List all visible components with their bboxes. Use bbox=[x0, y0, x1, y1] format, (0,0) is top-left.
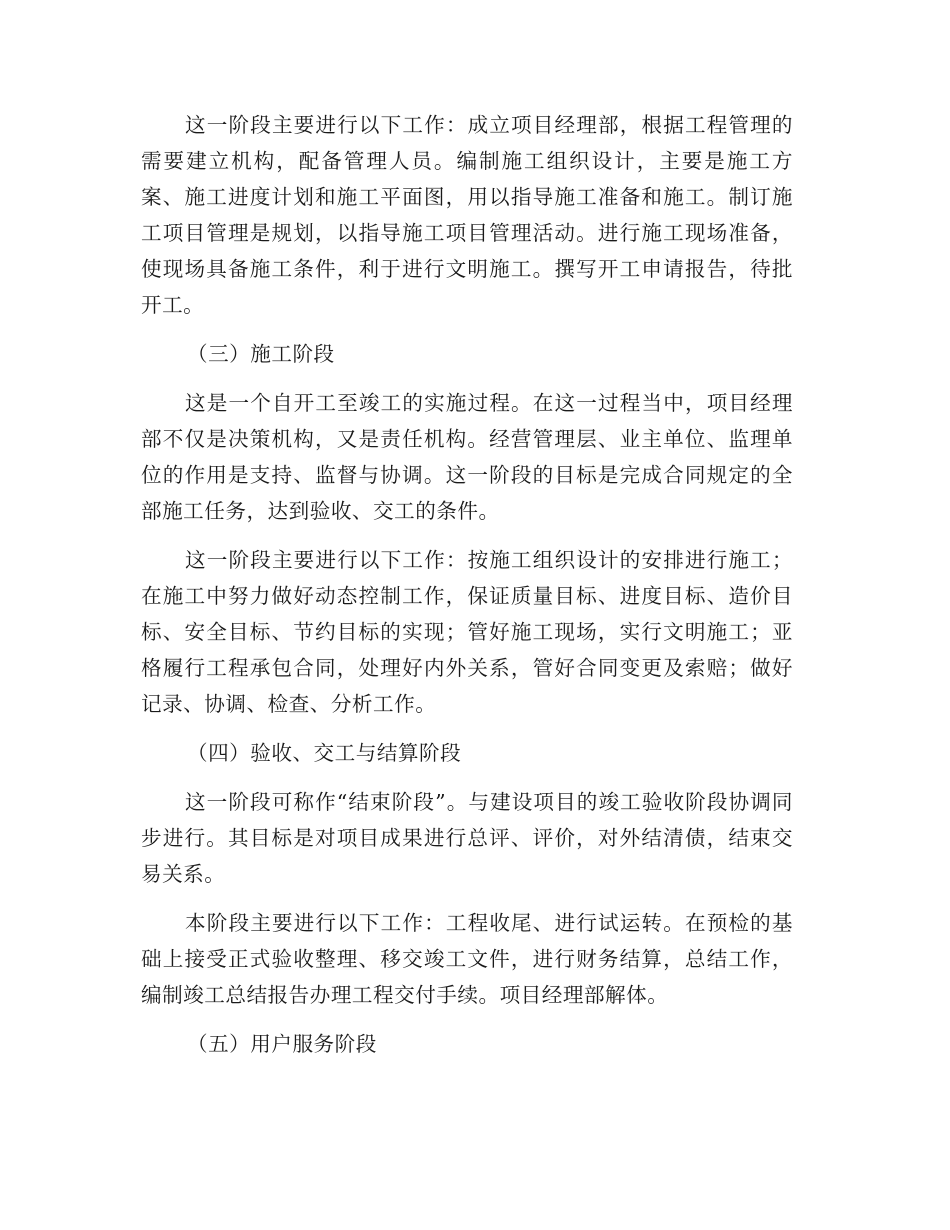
paragraph-construction-work: 这一阶段主要进行以下工作：按施工组织设计的安排进行施工；在施工中努力做好动态控制工作，保证质量目标、进度目标、造价目标、安全目标、节约目标的实现；管好施工现场，实行文明施工；亚格履行工程承包合同，处理好内外关系，管好合同变更及索赔；做好记录、协调、检查、分析工作。 bbox=[141, 548, 793, 716]
paragraph-construction-process: 这是一个自开工至竣工的实施过程。在这一过程当中，项目经理部不仅是决策机构，又是责任机构。经营管理层、业主单位、监理单位的作用是支持、监督与协调。这一阶段的目标是完成合同规定的全部施工任务，达到验收、交工的条件。 bbox=[141, 391, 793, 523]
heading-acceptance-phase: （四）验收、交工与结算阶段 bbox=[187, 741, 462, 765]
paragraph-preparation-work: 这一阶段主要进行以下工作：成立项目经理部，根据工程管理的需要建立机构，配备管理人员。编制施工组织设计，主要是施工方案、施工进度计划和施工平面图，用以指导施工准备和施工。制订施工项目管理是规划，以指导施工项目管理活动。进行施工现场准备，使现场具备施工条件，利于进行文明施工。撰写开工申请报告，待批开工。 bbox=[141, 113, 793, 317]
heading-user-service-phase: （五）用户服务阶段 bbox=[187, 1032, 377, 1056]
paragraph-closing-work: 本阶段主要进行以下工作：工程收尾、进行试运转。在预检的基础上接受正式验收整理、移交竣工文件，进行财务结算，总结工作，编制竣工总结报告办理工程交付手续。项目经理部解体。 bbox=[141, 911, 793, 1007]
paragraph-closing-phase: 这一阶段可称作“结束阶段”。与建设项目的竣工验收阶段协调同步进行。其目标是对项目成果进行总评、评价，对外结清债，结束交易关系。 bbox=[141, 790, 793, 886]
document-page bbox=[141, 107, 793, 1062]
heading-construction-phase: （三）施工阶段 bbox=[187, 342, 335, 366]
